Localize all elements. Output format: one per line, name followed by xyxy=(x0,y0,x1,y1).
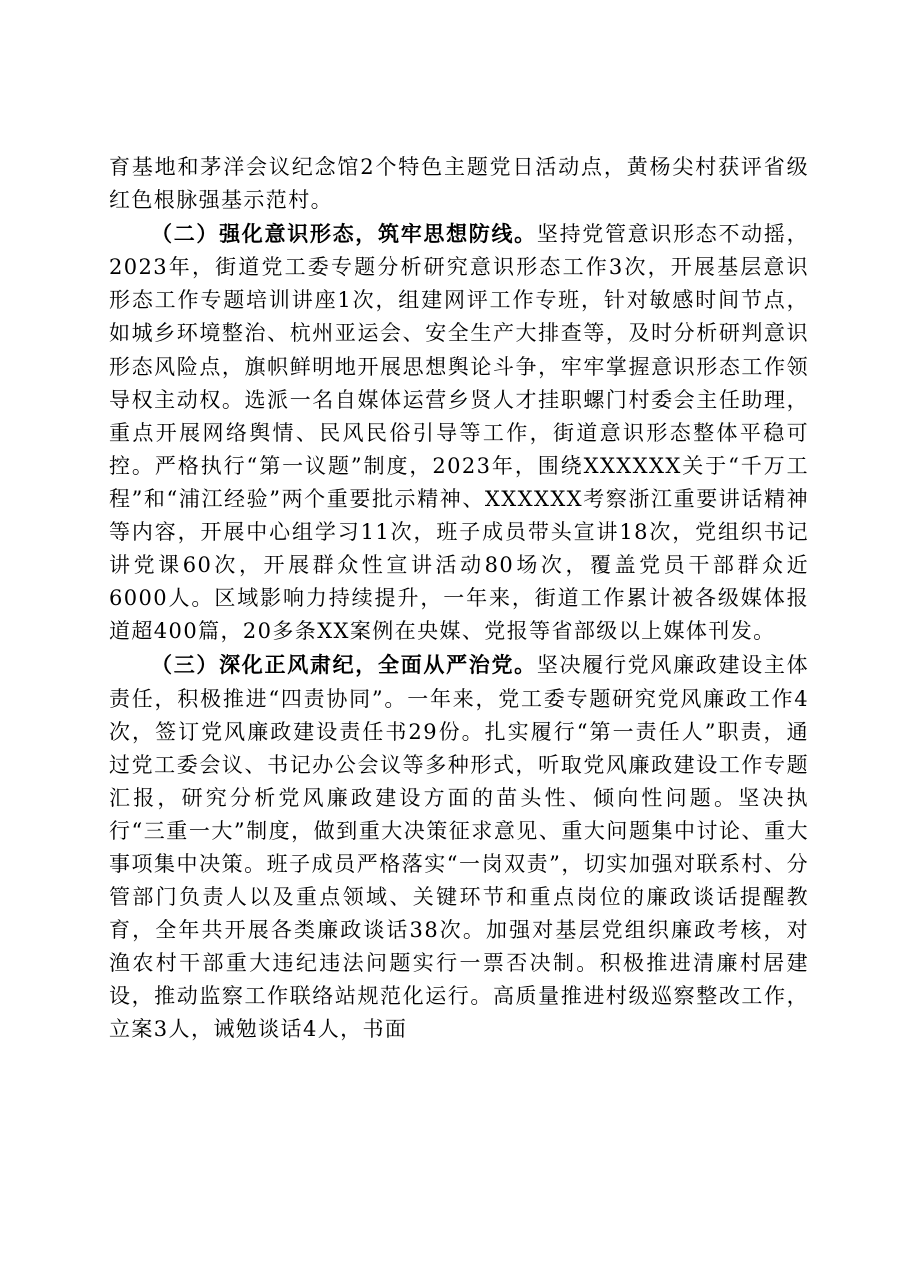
paragraph-3-heading: （三）深化正风肃纪，全面从严治党。 xyxy=(151,652,537,678)
paragraph-1 xyxy=(109,150,809,217)
document-body xyxy=(109,150,809,1047)
paragraph-3-body: 坚决履行党风廉政建设主体责任，积极推进“四责协同”。一年来，党工委专题研究党风廉政工作4次，签订党风廉政建设责任书29份。扎实履行“第一责任人”职责，通过党工委会议、书记办公会议等多种形式，听取党风廉政建设工作专题汇报，研究分析党风廉政建设方面的苗头性、倾向性问题。坚决执行“三重一大”制度，做到重大决策征求意见、重大问题集中讨论、重大事项集中决策。班子成员严格落实“一岗双责”，切实加强对联系村、分管部门负责人以及重点领域、关键环节和重点岗位的廉政谈话提醒教育，全年共开展各类廉政谈话38次。加强对基层党组织廉政考核，对渔农村干部重大违纪违法问题实行一票否决制。积极推进清廉村居建设，推动监察工作联络站规范化运行。高质量推进村级巡察整改工作，立案3人，诫勉谈话4人，书面 xyxy=(109,653,809,1042)
paragraph-2 xyxy=(109,217,809,648)
paragraph-2-body: 坚持党管意识形态不动摇，2023年，街道党工委专题分析研究意识形态工作3次，开展基层意识形态工作专题培训讲座1次，组建网评工作专班，针对敏感时间节点，如城乡环境整治、杭州亚运会、安全生产大排查等，及时分析研判意识形态风险点，旗帜鲜明地开展思想舆论斗争，牢牢掌握意识形态工作领导权主动权。选派一名自媒体运营乡贤人才挂职螺门村委会主任助理，重点开展网络舆情、民风民俗引导等工作，街道意识形态整体平稳可控。严格执行“第一议题”制度，2023年，围绕XXXXXX关于“千万工程”和“浦江经验”两个重要批示精神、XXXXXX考察浙江重要讲话精神等内容，开展中心组学习11次，班子成员带头宣讲18次，党组织书记讲党课60次，开展群众性宣讲活动80场次，覆盖党员干部群众近6000人。区域影响力持续提升，一年来，街道工作累计被各级媒体报道超400篇，20多条XX案例在央媒、党报等省部级以上媒体刊发。 xyxy=(109,222,809,644)
paragraph-1-body: 育基地和茅洋会议纪念馆2个特色主题党日活动点，黄杨尖村获评省级红色根脉强基示范村。 xyxy=(109,155,809,213)
paragraph-2-heading: （二）强化意识形态，筑牢思想防线。 xyxy=(151,221,537,247)
paragraph-3 xyxy=(109,648,809,1046)
